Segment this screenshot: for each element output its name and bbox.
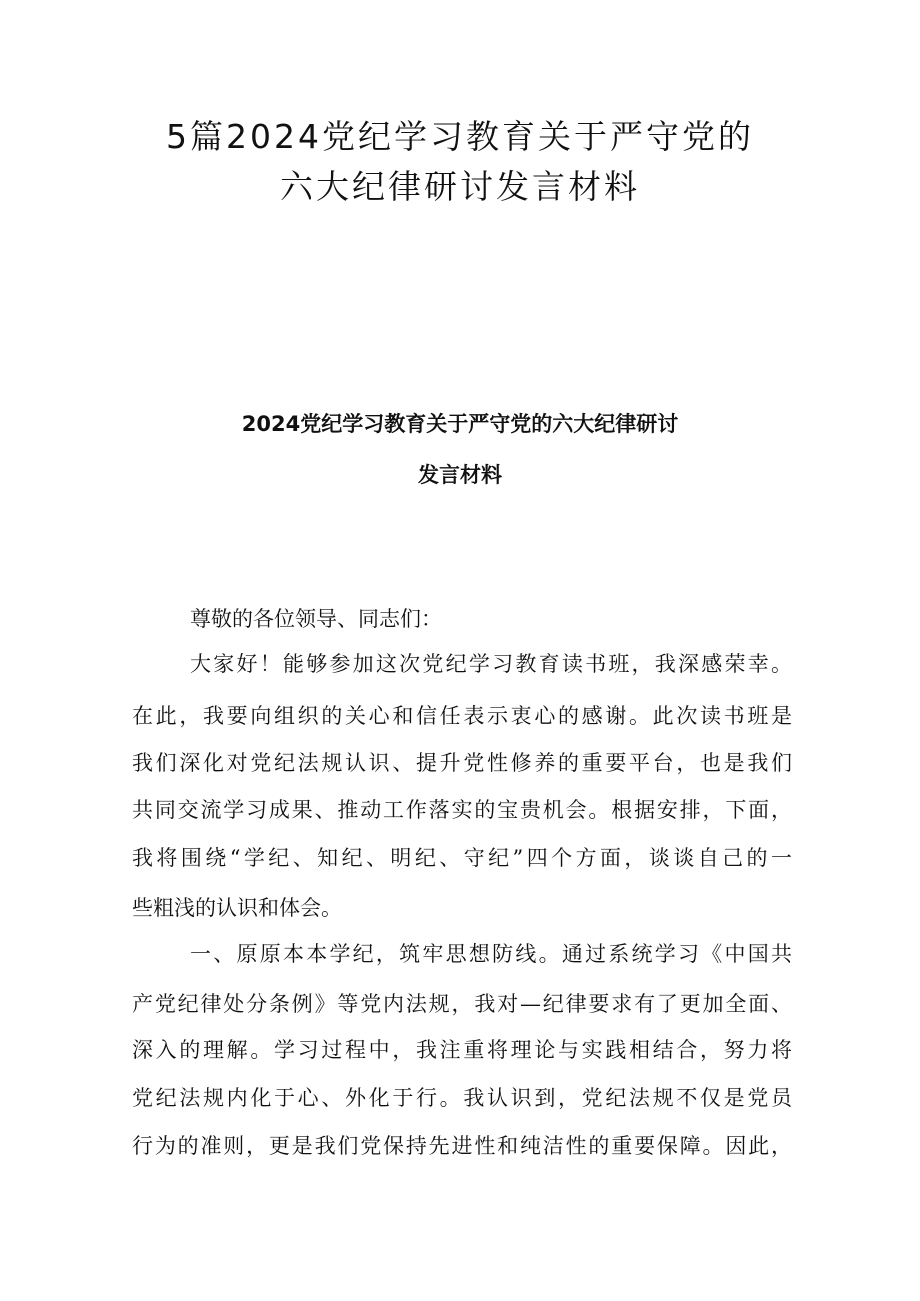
paragraph-2-line-5: 行为的准则，更是我们党保持先进性和纯洁性的重要保障。因此， xyxy=(132,1134,792,1158)
paragraph-1-line-5: 我将围绕“学纪、知纪、明纪、守纪”四个方面，谈谈自己的一 xyxy=(132,846,792,870)
paragraph-2-line-3: 深入的理解。学习过程中，我注重将理论与实践相结合，努力将 xyxy=(132,1038,792,1062)
paragraph-2-line-2: 产党纪律处分条例》等党内法规，我对—纪律要求有了更加全面、 xyxy=(132,992,792,1016)
paragraph-2-line-4: 党纪法规内化于心、外化于行。我认识到，党纪法规不仅是党员 xyxy=(132,1086,792,1110)
document-title-line-1: 5篇2024党纪学习教育关于严守党的 xyxy=(166,117,754,156)
section-title-line-2: 发言材料 xyxy=(418,463,502,487)
salutation: 尊敬的各位领导、同志们： xyxy=(190,607,442,631)
section-title-line-1: 2024党纪学习教育关于严守党的六大纪律研讨 xyxy=(241,412,679,436)
paragraph-1-line-6: 些粗浅的认识和体会。 xyxy=(132,896,342,920)
paragraph-2-line-1: 一、原原本本学纪，筑牢思想防线。通过系统学习《中国共 xyxy=(190,942,792,966)
paragraph-1-line-3: 我们深化对党纪法规认识、提升党性修养的重要平台，也是我们 xyxy=(132,751,792,775)
document-title-line-2: 六大纪律研讨发言材料 xyxy=(280,167,640,206)
paragraph-1-line-4: 共同交流学习成果、推动工作落实的宝贵机会。根据安排，下面， xyxy=(132,798,792,822)
paragraph-1-line-1: 大家好！能够参加这次党纪学习教育读书班，我深感荣幸。 xyxy=(190,652,792,676)
paragraph-1-line-2: 在此，我要向组织的关心和信任表示衷心的感谢。此次读书班是 xyxy=(132,704,792,728)
